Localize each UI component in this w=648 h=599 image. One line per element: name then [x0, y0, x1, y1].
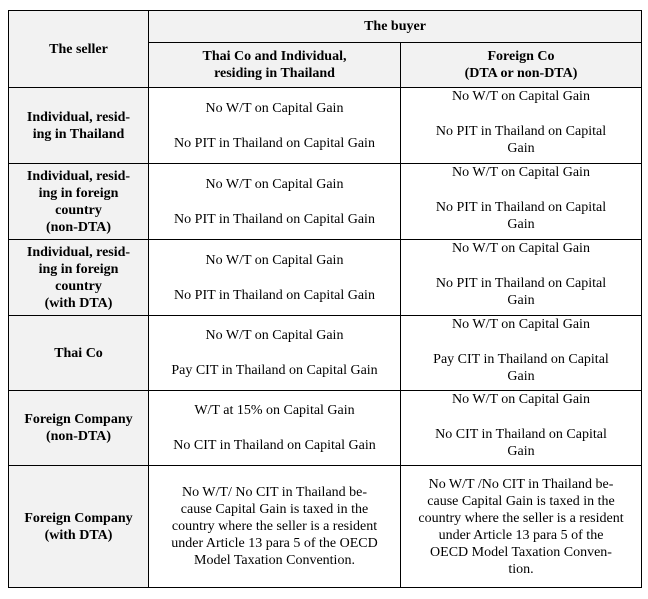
thai-buyer-cell: No W/T/ No CIT in Thailand be- cause Capital Gain is taxed in the country where the seller is a resident under Article 13 para 5 of the OECD Model Taxation Convention. [149, 466, 401, 588]
foreign-buyer-cell [401, 316, 642, 391]
wt-text: W/T at 15% on Capital Gain [194, 403, 355, 418]
tax-text: No PIT in Thailand on Capital Gain [174, 135, 375, 151]
col-thai-header: Thai Co and Individual, residing in Thailand [149, 43, 401, 88]
foreign-buyer-cell [401, 164, 642, 240]
tax-table [8, 10, 642, 588]
table-row [9, 88, 642, 164]
wt-text: No W/T on Capital Gain [205, 328, 344, 343]
col-foreign-header: Foreign Co (DTA or non-DTA) [401, 43, 642, 88]
tax-text: No PIT in Thailand on Capital Gain [174, 287, 375, 303]
wt-text: No W/T on Capital Gain [452, 165, 590, 180]
tax-text: No CIT in Thailand on Capital Gain [435, 427, 607, 459]
thai-buyer-cell [149, 240, 401, 316]
wt-text: No W/T on Capital Gain [452, 241, 590, 256]
tax-text: No PIT in Thailand on Capital Gain [174, 211, 375, 227]
seller-cell: Individual, resid- ing in foreign country (non-DTA) [9, 164, 149, 240]
thai-buyer-cell [149, 88, 401, 164]
wt-text: No W/T on Capital Gain [452, 392, 590, 407]
foreign-buyer-cell [401, 240, 642, 316]
wt-text: No W/T on Capital Gain [452, 89, 590, 104]
foreign-buyer-cell: No W/T /No CIT in Thailand be- cause Capital Gain is taxed in the country where the seller is a resident under Article 13 para 5 of the OECD Model Taxation Conven- tion. [401, 466, 642, 588]
table-row [9, 164, 642, 240]
foreign-buyer-cell [401, 88, 642, 164]
table-row [9, 391, 642, 466]
wt-text: No W/T on Capital Gain [205, 252, 344, 268]
thai-buyer-cell [149, 316, 401, 391]
table-row [9, 316, 642, 391]
thai-buyer-cell [149, 164, 401, 240]
foreign-buyer-cell [401, 391, 642, 466]
seller-cell: Individual, resid- ing in foreign country (with DTA) [9, 240, 149, 316]
table-row [9, 240, 642, 316]
seller-cell: Foreign Company (with DTA) [9, 466, 149, 588]
buyer-header: The buyer [149, 11, 642, 43]
thai-buyer-cell [149, 391, 401, 466]
tax-text: No PIT in Thailand on Capital Gain [435, 276, 607, 308]
tax-text: No CIT in Thailand on Capital Gain [173, 438, 376, 453]
tax-text: Pay CIT in Thailand on Capital Gain [433, 352, 609, 384]
seller-header: The seller [9, 11, 149, 88]
tax-text: No PIT in Thailand on Capital Gain [435, 124, 607, 156]
tax-text: No PIT in Thailand on Capital Gain [435, 200, 607, 232]
tax-text: Pay CIT in Thailand on Capital Gain [171, 363, 378, 378]
wt-text: No W/T on Capital Gain [452, 317, 590, 332]
wt-text: No W/T on Capital Gain [205, 176, 344, 192]
seller-cell: Individual, resid- ing in Thailand [9, 88, 149, 164]
seller-cell: Foreign Company (non-DTA) [9, 391, 149, 466]
table-row [9, 466, 642, 588]
seller-cell: Thai Co [9, 316, 149, 391]
wt-text: No W/T on Capital Gain [205, 100, 344, 116]
